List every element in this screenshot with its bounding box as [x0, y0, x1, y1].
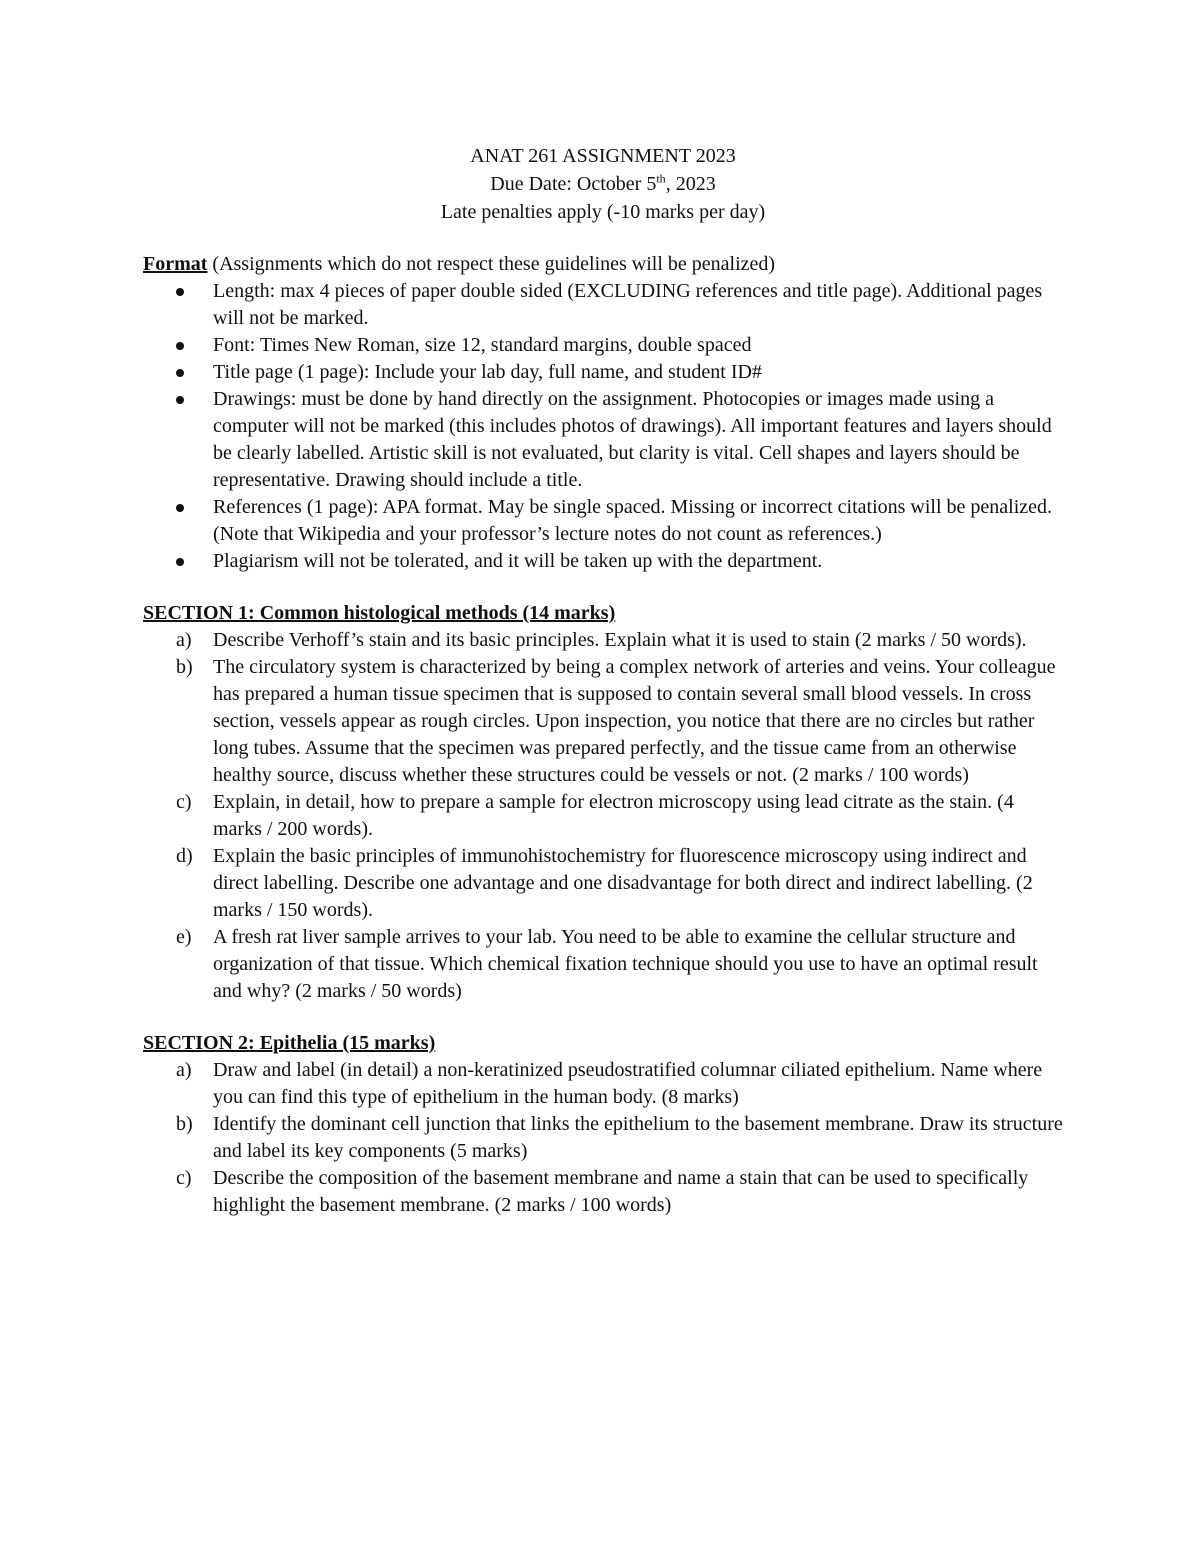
bullet-icon: [176, 504, 184, 512]
list-item: e) A fresh rat liver sample arrives to your lab. You need to be able to examine the cellular structure and organization of that tissue. Which chemical fixation technique should you use to have an optimal result and why? (2 marks / 50 words): [176, 926, 1038, 1002]
section-1-heading: SECTION 1: Common histological methods (14 marks): [143, 602, 616, 624]
bullet-icon: [176, 558, 184, 566]
list-item: c) Explain, in detail, how to prepare a sample for electron microscopy using lead citrate as the stain. (4 marks / 200 words).: [176, 791, 1014, 840]
document-header: [143, 142, 1063, 226]
format-intro: [143, 251, 1063, 278]
list-item: b) The circulatory system is characterized by being a complex network of arteries and veins. Your colleague has prepared a human tissue specimen that is supposed to contain several small blood vessels. In cross section, vessels appear as rough circles. Upon inspection, you notice that there are no circles but rather long tubes. Assume that the specimen was prepared perfectly, and the tissue came from an otherwise healthy source, discuss whether these structures could be vessels or not. (2 marks / 100 words): [176, 656, 1056, 786]
list-item: b) Identify the dominant cell junction that links the epithelium to the basement membrane. Draw its structure and label its key components (5 marks): [176, 1113, 1063, 1162]
list-item: d) Explain the basic principles of immunohistochemistry for fluorescence microscopy using indirect and direct labelling. Describe one advantage and one disadvantage for both direct and indirect labelling. (2 marks / 150 words).: [176, 845, 1033, 921]
list-item: c) Describe the composition of the basement membrane and name a stain that can be used to specifically highlight the basement membrane. (2 marks / 100 words): [176, 1167, 1029, 1216]
bullet-icon: [176, 369, 184, 377]
section-2-questions: [143, 1057, 1063, 1219]
due-date: Due Date: October 5th, 2023: [490, 171, 716, 195]
format-note: (Assignments which do not respect these guidelines will be penalized): [207, 253, 776, 275]
bullet-icon: [176, 396, 184, 404]
bullet-icon: [176, 342, 184, 350]
list-item: Font: Times New Roman, size 12, standard margins, double spaced: [143, 332, 1063, 359]
list-item: a) Describe Verhoff’s stain and its basic principles. Explain what it is used to stain (2 marks / 50 words).: [176, 629, 1027, 651]
section-2-heading: SECTION 2: Epithelia (15 marks): [143, 1032, 436, 1054]
list-item: Title page (1 page): Include your lab day, full name, and student ID#: [143, 359, 1063, 386]
assignment-title: ANAT 261 ASSIGNMENT 2023: [470, 145, 736, 167]
list-item: References (1 page): APA format. May be single spaced. Missing or incorrect citations will be penalized. (Note that Wikipedia and your professor’s lecture notes do not count as references.): [143, 494, 1063, 548]
late-penalty-note: Late penalties apply (-10 marks per day): [440, 201, 766, 223]
list-item: Length: max 4 pieces of paper double sided (EXCLUDING references and title page). Additional pages will not be marked.: [143, 278, 1063, 332]
list-item: Drawings: must be done by hand directly on the assignment. Photocopies or images made using a computer will not be marked (this includes photos of drawings). All important features and layers should be clearly labelled. Artistic skill is not evaluated, but clarity is vital. Cell shapes and layers should be representative. Drawing should include a title.: [143, 386, 1063, 494]
bullet-icon: [176, 288, 184, 296]
list-item: a) Draw and label (in detail) a non-keratinized pseudostratified columnar ciliated epithelium. Name where you can find this type of epithelium in the human body. (8 marks): [176, 1059, 1043, 1108]
section-1-questions: [143, 627, 1063, 1005]
document-page: [143, 142, 1063, 1244]
format-heading: Format: [143, 253, 208, 275]
format-guidelines-list: [143, 278, 1063, 575]
list-item: Plagiarism will not be tolerated, and it will be taken up with the department.: [143, 548, 1063, 575]
